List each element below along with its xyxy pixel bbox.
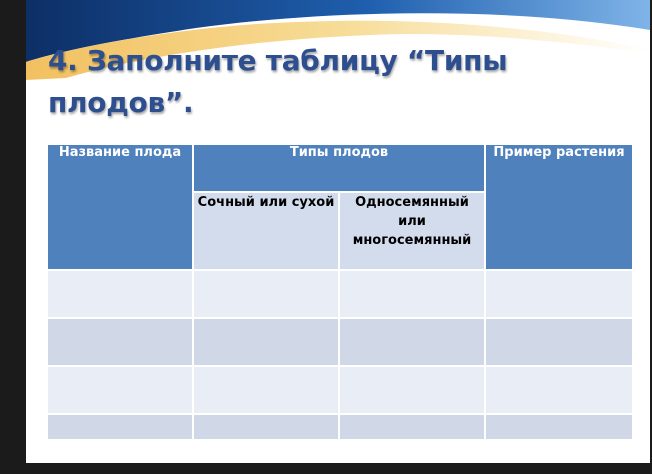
table-cell[interactable] — [339, 366, 485, 414]
table-cell[interactable] — [193, 270, 339, 318]
table-cell[interactable] — [47, 270, 193, 318]
page-title: 4. Заполните таблицу “Типы плодов”. — [48, 44, 508, 119]
table-cell[interactable] — [485, 414, 633, 440]
table-cell[interactable] — [485, 318, 633, 366]
fruit-types-table — [46, 143, 634, 441]
header-fruit-name: Название плода — [47, 144, 193, 270]
table-row — [47, 270, 633, 318]
table-cell[interactable] — [47, 318, 193, 366]
table-cell[interactable] — [47, 414, 193, 440]
table-cell[interactable] — [47, 366, 193, 414]
slide — [26, 0, 650, 463]
table-cell[interactable] — [339, 414, 485, 440]
subheader-juicy-or-dry: Сочный или сухой — [193, 192, 339, 270]
header-fruit-types: Типы плодов — [193, 144, 485, 192]
table-row — [47, 366, 633, 414]
subheader-seed-count: Односемянный или многосемянный — [339, 192, 485, 270]
table-cell[interactable] — [193, 414, 339, 440]
header-plant-example: Пример растения — [485, 144, 633, 270]
table-row — [47, 318, 633, 366]
table-row — [47, 414, 633, 440]
table-cell[interactable] — [193, 318, 339, 366]
table-cell[interactable] — [193, 366, 339, 414]
table-cell[interactable] — [339, 270, 485, 318]
table-cell[interactable] — [339, 318, 485, 366]
table-cell[interactable] — [485, 270, 633, 318]
table-cell[interactable] — [485, 366, 633, 414]
